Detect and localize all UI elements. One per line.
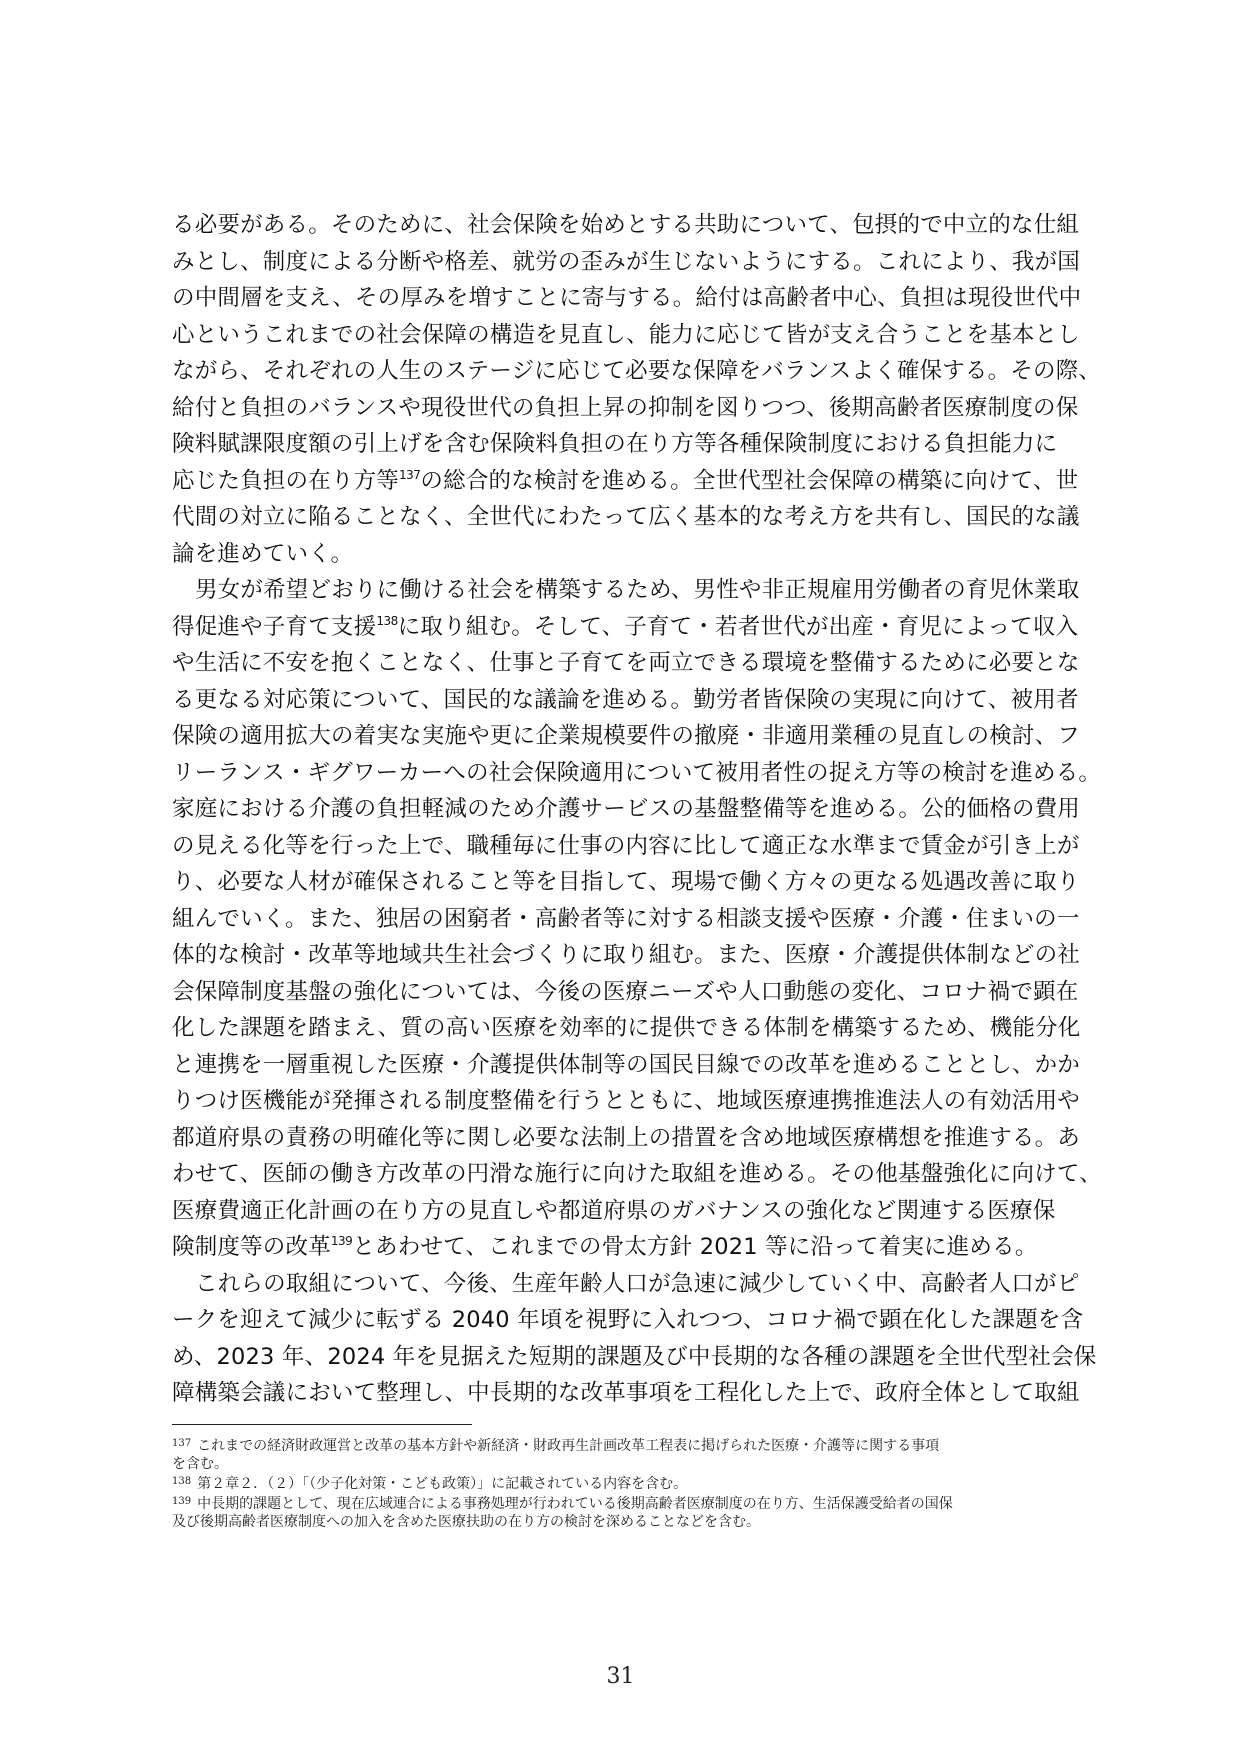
text-line: 険料賦課限度額の引上げを含む保険料負担の在り方等各種保険制度における負担能力に (172, 431, 1058, 457)
footnote-line: を含む。 (172, 1456, 228, 1472)
text-line: 家庭における介護の負担軽減のため介護サービスの基盤整備等を進める。公的価格の費用 (172, 796, 1081, 822)
text-line: 給付と負担のバランスや現役世代の負担上昇の抑制を図りつつ、後期高齢者医療制度の保 (172, 394, 1079, 421)
footnote-number: 139 (172, 1496, 192, 1507)
text-line: 心というこれまでの社会保障の構造を見直し、能力に応じて皆が支え合うことを基本とし (172, 321, 1081, 348)
text-segment: に取り組む。そして、子育て・若者世代が出産・育児によって収入 (397, 613, 1079, 640)
text-line: わせて、医師の働き方改革の円滑な施行に向けた取組を進める。その他基盤強化に向けて、 (172, 1161, 1102, 1187)
body-text (172, 207, 1102, 1412)
paragraph-3 (172, 1266, 1097, 1412)
text-line: ークを迎えて減少に転ずる 2040 年頃を視野に入れつつ、コロナ禍で顕在化した課題を含 (172, 1307, 1084, 1333)
text-line: 論を進めていく。 (172, 540, 354, 567)
text-line: 代間の対立に陥ることなく、全世代にわたって広く基本的な考え方を共有し、国民的な議 (172, 504, 1080, 530)
text-line: 化した課題を踏まえ、質の高い医療を効率的に提供できる体制を構築するため、機能分化 (172, 1015, 1081, 1041)
text-segment: 得促進や子育て支援 (172, 613, 377, 640)
text-line: 体的な検討・改革等地域共生社会づくりに取り組む。また、医療・介護提供体制などの社 (172, 942, 1081, 968)
text-line: 医療費適正化計画の在り方の見直しや都道府県のガバナンスの強化など関連する医療保 (172, 1197, 1056, 1224)
text-line: ながら、それぞれの人生のステージに応じて必要な保障をバランスよく確保する。その際、 (172, 358, 1102, 384)
footnote-divider (172, 1424, 472, 1425)
text-line: の中間層を支え、その厚みを増すことに寄与する。給付は高齢者中心、負担は現役世代中 (172, 285, 1082, 311)
text-line: リーランス・ギグワーカーへの社会保険適用について被用者性の捉え方等の検討を進める。 (172, 759, 1102, 786)
footnote-ref-137[interactable]: 137 (399, 467, 421, 482)
text-line: と連携を一層重視した医療・介護提供体制等の国民目線での改革を進めることとし、かか (172, 1051, 1081, 1078)
footnotes (172, 1435, 1087, 1531)
footnote-text: これまでの経済財政運営と改革の基本方針や新経済・財政再生計画改革工程表に掲げられた医療・介護等に関する事項 (197, 1438, 940, 1454)
text-segment: 険制度等の改革 (172, 1234, 331, 1260)
text-line: これらの取組について、今後、生産年齢人口が急速に減少していく中、高齢者人口がピ (195, 1270, 1080, 1297)
footnote-line: 及び後期高齢者医療制度への加入を含めた医療扶助の在り方の検討を深めることなどを含む。 (172, 1514, 760, 1530)
paragraph-2 (172, 572, 1102, 1266)
text-line (172, 1229, 1092, 1266)
text-line (172, 609, 1092, 646)
text-segment: の総合的な検討を進める。全世代型社会保障の構築に向けて、世 (420, 467, 1079, 494)
text-line: る必要がある。そのために、社会保険を始めとする共助について、包摂的で中立的な仕組 (172, 212, 1080, 238)
text-line: 男女が希望どおりに働ける社会を構築するため、男性や非正規雇用労働者の育児休業取 (195, 577, 1080, 603)
text-line: 保険の適用拡大の着実な実施や更に企業規模要件の撤廃・非適用業種の見直しの検討、フ (172, 723, 1081, 749)
text-line: みとし、制度による分断や格差、就労の歪みが生じないようにする。これにより、我が国 (172, 248, 1081, 275)
footnote-138 (172, 1473, 1087, 1493)
text-line: め、2023 年、2024 年を見据えた短期的課題及び中長期的な各種の課題を全世代型社会保 (172, 1343, 1097, 1370)
text-line: 都道府県の責務の明確化等に関し必要な法制上の措置を含め地域医療構想を推進する。あ (172, 1124, 1081, 1151)
text-line: 組んでいく。また、独居の困窮者・高齢者等に対する相談支援や医療・介護・住まいの一 (172, 905, 1080, 932)
footnote-line (172, 1435, 1087, 1455)
footnote-number: 138 (172, 1476, 192, 1487)
text-segment: 応じた負担の在り方等 (172, 467, 400, 494)
footnote-ref-138[interactable]: 138 (376, 613, 398, 628)
text-line: や生活に不安を抱くことなく、仕事と子育てを両立できる環境を整備するために必要とな (172, 650, 1080, 676)
text-line (172, 463, 1092, 500)
text-line: 会保障制度基盤の強化については、今後の医療ニーズや人口動態の変化、コロナ禍で顕在 (172, 978, 1079, 1005)
footnote-text: 第２章２．（２）「（少子化対策・こども政策）」に記載されている内容を含む。 (197, 1476, 688, 1492)
footnote-number: 137 (172, 1438, 192, 1449)
footnote-line (172, 1473, 1087, 1493)
page-number: 31 (606, 1664, 635, 1689)
footnote-137 (172, 1435, 1087, 1473)
text-line: の見える化等を行った上で、職種毎に仕事の内容に比して適正な水準まで賃金が引き上が (172, 832, 1080, 859)
text-line: 障構築会議において整理し、中長期的な改革事項を工程化した上で、政府全体として取組 (172, 1380, 1080, 1406)
text-line: りつけ医機能が発揮される制度整備を行うとともに、地域医療連携推進法人の有効活用や (172, 1088, 1081, 1114)
footnote-ref-139[interactable]: 139 (330, 1234, 353, 1248)
paragraph-1 (172, 207, 1102, 572)
text-segment: とあわせて、これまでの骨太方針 2021 等に沿って着実に進める。 (352, 1234, 1038, 1260)
footnote-139 (172, 1493, 1087, 1531)
footnote-text: 中長期的課題として、現在広域連合による事務処理が行われている後期高齢者医療制度の在り方、生活保護受給者の国保 (197, 1496, 953, 1512)
text-line: り、必要な人材が確保されること等を目指して、現場で働く方々の更なる処遇改善に取り (172, 869, 1080, 895)
text-line: る更なる対応策について、国民的な議論を進める。勤労者皆保険の実現に向けて、被用者 (172, 686, 1079, 713)
footnote-line (172, 1493, 1087, 1513)
